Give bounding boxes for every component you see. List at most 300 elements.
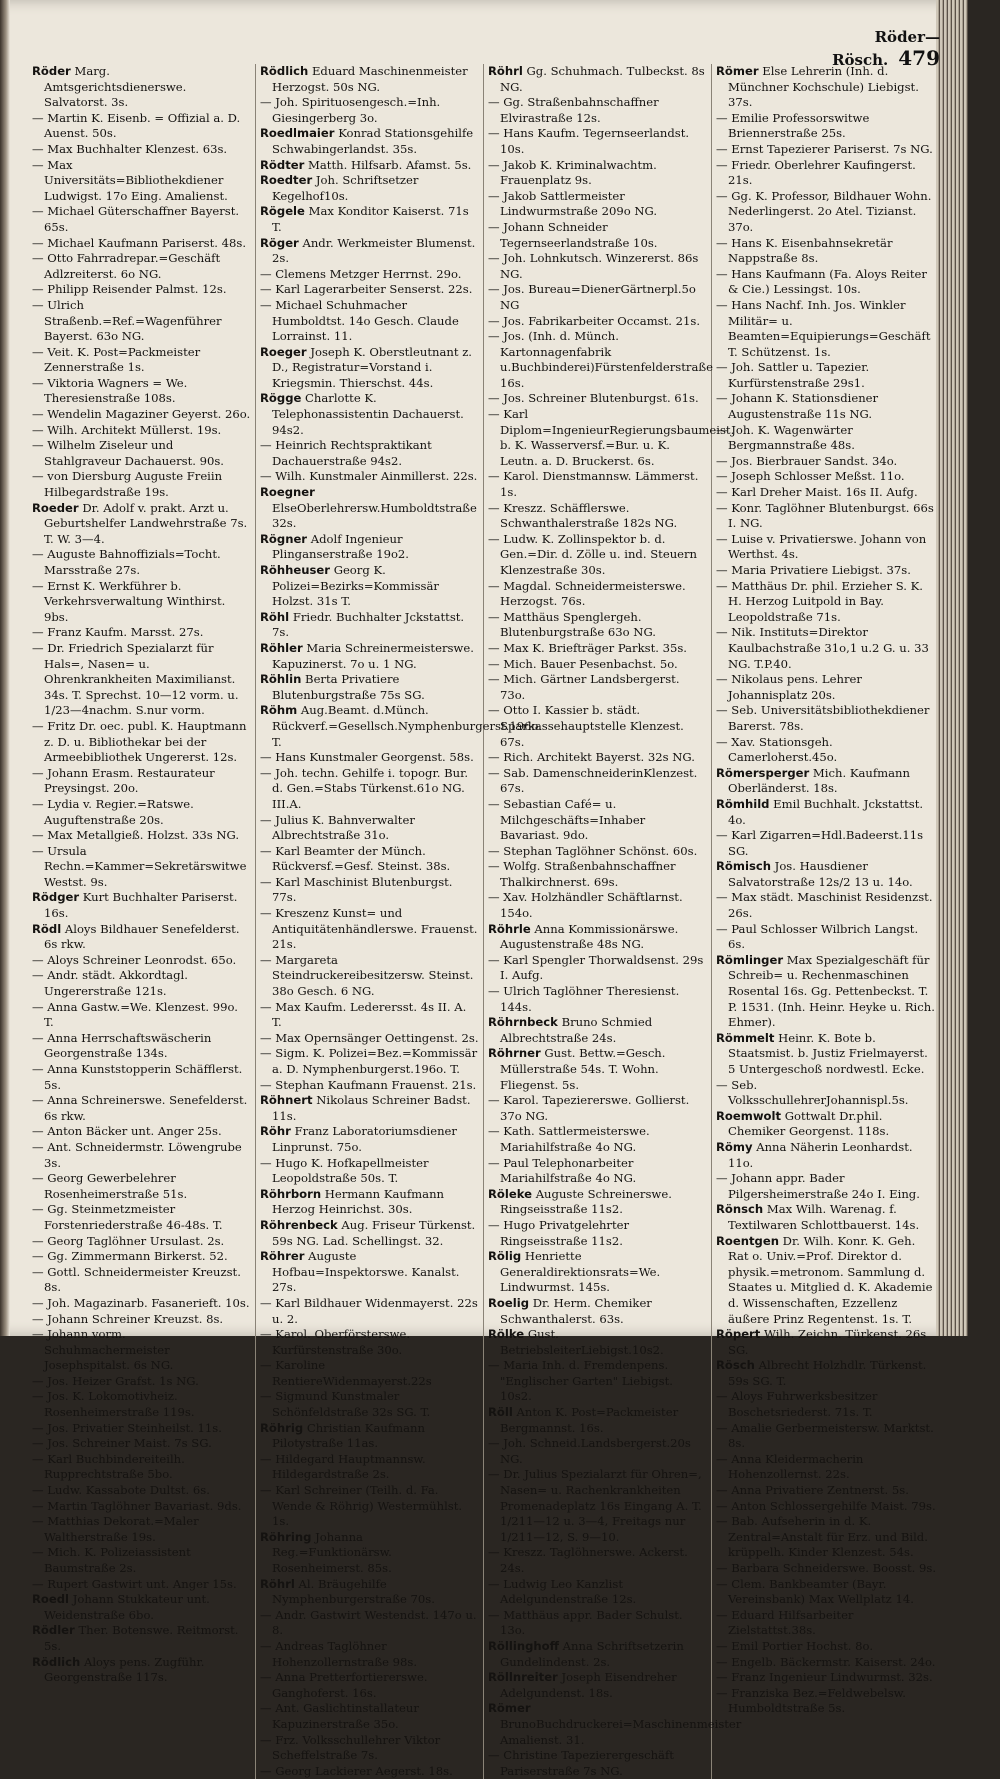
entry-text: Jos. Hausdiener Salvatorstraße 12s/2 13 u. 14o. <box>728 859 913 889</box>
entry-text: — Andr. Gastwirt Westendst. 147o u. 8. <box>260 1607 477 1638</box>
directory-entry <box>716 1561 936 1577</box>
entry-text: Friedr. Buchhalter Jckstattst. 7s. <box>272 609 465 640</box>
entry-surname: Rösch <box>716 1358 755 1373</box>
entry-text: — Gottl. Schneidermeister Kreuzst. 8s. <box>32 1264 241 1295</box>
directory-entry <box>488 532 707 579</box>
directory-entry <box>260 906 479 953</box>
directory-entry <box>488 922 707 953</box>
entry-text: Joseph K. Oberstleutnant z. D., Registratur=Vorstand i. Kriegsmin. Thierschst. 44s. <box>272 344 472 390</box>
directory-entry <box>488 703 707 750</box>
entry-text: Else Lehrerin (Inh. d. Münchner Kochschule) Liebigst. 37s. <box>728 64 919 110</box>
directory-entry <box>260 1218 479 1249</box>
entry-surname: Rödger <box>32 890 80 905</box>
entry-text: — Karl Maschinist Blutenburgst. 77s. <box>260 874 453 905</box>
directory-entry <box>488 1701 742 1748</box>
directory-entry <box>32 579 251 626</box>
entry-text: — Veit. K. Post=Packmeister Zennerstraße 1s. <box>32 344 201 375</box>
entry-text: — Gg. Zimmermann Birkerst. 52. <box>32 1249 228 1264</box>
entry-surname: Rödlich <box>32 1654 81 1669</box>
entry-surname: Römer <box>488 1701 531 1716</box>
directory-entry <box>488 469 707 500</box>
entry-text: — Xav. Holzhändler Schäftlarnst. 154o. <box>488 890 683 921</box>
entry-text: — Konr. Taglöhner Blutenburgst. 66s I. NG. <box>716 500 934 531</box>
directory-entry <box>716 111 936 142</box>
directory-entry <box>716 922 936 953</box>
entry-text: — Anna Privatiere Zentnerst. 5s. <box>716 1483 909 1498</box>
entry-text: — Rupert Gastwirt unt. Anger 15s. <box>32 1576 237 1591</box>
directory-entry <box>488 844 707 860</box>
entry-text: Max Wilh. Warenag. f. Textilwaren Schlottbauerst. 14s. <box>728 1202 920 1232</box>
entry-surname: Roentgen <box>716 1233 779 1248</box>
entry-surname: Rödl <box>32 921 62 936</box>
entry-text: — Wilh. Kunstmaler Ainmillerst. 22s. <box>260 469 478 484</box>
directory-entry <box>260 236 479 267</box>
directory-entry <box>260 563 479 610</box>
entry-text: — Joh. K. Wagenwärter Bergmannstraße 48s. <box>716 422 855 453</box>
directory-entry <box>260 126 479 157</box>
entry-text: ElseOberlehrersw.Humboldtstraße 32s. <box>272 500 477 531</box>
entry-text: — Mich. Bauer Pesenbachst. 5o. <box>488 656 678 671</box>
directory-entry <box>32 1389 251 1420</box>
entry-text: Dr. Wilh. Konr. K. Geh. Rat o. Univ.=Prof. Direktor d. physik.=metronom. Sammlung d. Staates u. Mitglied d. K. Akademie d. Wissenschaften, Ezzellenz äußere Prinz Regentenst. 1s. T. <box>728 1233 933 1326</box>
directory-entry <box>260 469 479 485</box>
entry-text: — Joh. Sattler u. Tapezier. Kurfürstenstraße 29s1. <box>716 360 870 390</box>
entry-text: — Auguste Bahnoffizials=Tocht. Marsstraße 27s. <box>32 547 221 577</box>
entry-text: — Julius K. Bahnverwalter Albrechtstraße 31o. <box>260 812 415 843</box>
entry-text: — Max Buchhalter Klenzest. 63s. <box>32 141 228 156</box>
directory-entry <box>260 1421 479 1452</box>
directory-entry <box>488 1296 707 1327</box>
entry-surname: Rölig <box>488 1249 522 1264</box>
directory-entry <box>260 1764 479 1779</box>
entry-text: — Frz. Volksschullehrer Viktor Scheffelstraße 7s. <box>260 1732 441 1763</box>
directory-entry <box>260 1577 479 1608</box>
entry-surname: Roedl <box>32 1592 70 1607</box>
directory-entry <box>32 204 251 235</box>
directory-entry <box>488 329 713 391</box>
header-title: Röder—Rösch. <box>832 28 940 69</box>
entry-text: — von Diersburg Auguste Freiin Hilbegardstraße 19s. <box>32 469 223 500</box>
directory-entry <box>488 953 707 984</box>
entry-text: — Karl Bildhauer Widenmayerst. 22s u. 2. <box>260 1295 478 1326</box>
directory-entry <box>32 1577 251 1593</box>
entry-text: — Georg Lackierer Aegerst. 18s. <box>260 1763 453 1778</box>
directory-entry <box>716 1389 936 1420</box>
directory-entry <box>488 579 707 610</box>
entry-text: — Karl Dreher Maist. 16s II. Aufg. <box>716 485 918 500</box>
entry-surname: Röger <box>260 235 299 250</box>
directory-entry <box>260 1483 479 1530</box>
entry-surname: Röhler <box>260 640 303 655</box>
entry-surname: Röhheuser <box>260 563 330 577</box>
directory-entry <box>488 1639 707 1670</box>
entry-text: — Anton Bäcker unt. Anger 25s. <box>32 1124 222 1139</box>
directory-entry <box>488 1436 707 1467</box>
entry-text: — Max Opernsänger Oettingenst. 2s. <box>260 1030 479 1045</box>
directory-entry <box>32 1421 251 1437</box>
entry-text: — Ant. Gaslichtinstallateur Kapuzinerstraße 35o. <box>260 1701 419 1731</box>
entry-text: — Max Metallgieß. Holzst. 33s NG. <box>32 828 240 843</box>
entry-text: — Karol. Tapeziererswe. Gollierst. 37o NG. <box>488 1093 690 1123</box>
entry-text: Hermann Kaufmann Herzog Heinrichst. 30s. <box>272 1186 445 1217</box>
entry-text: — Joseph Schlosser Meßst. 11o. <box>716 469 905 484</box>
directory-entry <box>260 282 479 298</box>
directory-entry <box>32 1296 251 1312</box>
entry-text: — Fritz Dr. oec. publ. K. Hauptmann z. D. u. Bibliothekar bei der Armeebibliothek Ungererst. 12s. <box>32 718 247 765</box>
entry-text: — Jos. Fabrikarbeiter Occamst. 21s. <box>488 313 701 328</box>
directory-entry <box>716 469 936 485</box>
directory-entry <box>32 142 251 158</box>
directory-entry <box>488 610 707 641</box>
entry-text: — Aloys Fuhrwerksbesitzer Boschetsriederst. 71s. T. <box>716 1389 878 1420</box>
entry-text: — Michael Schuhmacher Humboldtst. 14o Gesch. Claude Lorrainst. 11. <box>260 297 459 344</box>
directory-entry <box>716 1109 936 1140</box>
entry-text: — Nikolaus pens. Lehrer Johannisplatz 20s. <box>716 672 862 702</box>
entry-text: — Joh. Magazinarb. Fasanerieft. 10s. <box>32 1295 250 1310</box>
directory-entry <box>32 111 251 142</box>
entry-text: Joseph Eisendreher Adelgundenst. 18s. <box>500 1670 677 1700</box>
directory-entry <box>260 1733 479 1764</box>
directory-entry <box>716 1499 936 1515</box>
directory-entry <box>32 844 251 891</box>
entry-text: — Johann appr. Bader Pilgersheimerstraße 24o I. Eing. <box>716 1171 920 1201</box>
directory-entry <box>260 641 479 672</box>
directory-entry <box>716 625 936 672</box>
entry-text: — Johann vorm. Schuhmachermeister Josephspitalst. 6s NG. <box>32 1327 174 1373</box>
entry-text: Heinr. K. Bote b. Staatsmist. b. Justiz Frielmayerst. 5 Untergeschoß nordwestl. Ecke. <box>728 1030 928 1076</box>
entry-text: Ther. Botenswe. Reitmorst. 5s. <box>44 1623 239 1653</box>
directory-entry <box>716 890 936 921</box>
entry-text: — Matthäus Spenglergeh. Blutenburgstraße 63o NG. <box>488 609 656 640</box>
entry-text: Johann Stukkateur unt. Weidenstraße 6bo. <box>44 1592 210 1622</box>
entry-text: — Jos. Bierbrauer Sandst. 34o. <box>716 453 898 468</box>
entry-text: — Hans Kaufm. Tegernseerlandst. 10s. <box>488 126 690 156</box>
directory-entry <box>32 1312 251 1328</box>
directory-entry <box>488 766 707 797</box>
entry-text: — Friedr. Oberlehrer Kaufingerst. 21s. <box>716 157 916 188</box>
entry-text: Marg. Amtsgerichtsdienerswe. Salvatorst. 3s. <box>44 64 187 110</box>
entry-text: Anna Kommissionärswe. Augustenstraße 48s NG. <box>500 921 679 952</box>
directory-entry <box>488 1358 707 1405</box>
entry-text: — Amalie Gerbermeistersw. Marktst. 8s. <box>716 1420 934 1451</box>
entry-surname: Röhrl <box>260 1576 295 1591</box>
directory-entry <box>488 1156 707 1187</box>
directory-columns <box>28 64 940 1778</box>
entry-text: — Matthäus appr. Bader Schulst. 13o. <box>488 1607 683 1638</box>
entry-text: — Dr. Friedrich Spezialarzt für Hals=, Nasen= u. Ohrenkrankheiten Maximilianst. 34s. T. Sprechst. 10—12 vorm. u. 1/23—4nachm. S.nur vorm. <box>32 640 239 718</box>
entry-text: — Kreszz. Taglöhnerswe. Ackerst. 24s. <box>488 1545 688 1575</box>
entry-text: — Maria Inh. d. Fremdenpens. "Englischer Garten" Liebigst. 10s2. <box>488 1358 673 1404</box>
entry-text: Albrecht Holzhdlr. Türkenst. 59s SG. T. <box>728 1358 927 1388</box>
directory-entry <box>488 1327 707 1358</box>
directory-entry <box>32 1093 251 1124</box>
directory-entry <box>716 672 936 703</box>
entry-text: — Wendelin Magaziner Geyerst. 26o. <box>32 407 251 422</box>
column-4 <box>712 64 940 1779</box>
entry-text: Al. Bräugehilfe Nymphenburgerstraße 70s. <box>272 1576 435 1607</box>
entry-text: Dr. Herm. Chemiker Schwanthalerst. 63s. <box>500 1295 652 1326</box>
directory-entry <box>716 1483 936 1499</box>
directory-entry <box>716 501 936 532</box>
directory-entry <box>260 485 479 532</box>
entry-text: — Karoline RentiereWidenmayerst.22s <box>260 1358 432 1388</box>
entry-surname: Römy <box>716 1139 753 1154</box>
column-1 <box>28 64 256 1779</box>
entry-text: Gottwalt Dr.phil. Chemiker Georgenst. 118s. <box>728 1108 890 1139</box>
entry-surname: Roeder <box>32 500 79 515</box>
page-number: 479 <box>898 46 940 70</box>
entry-text: — Jos. Heizer Grafst. 1s NG. <box>32 1373 199 1388</box>
entry-surname: Roegner <box>260 485 315 500</box>
directory-entry <box>716 1452 936 1483</box>
entry-text: — Jos. (Inh. d. Münch. Kartonnagenfabrik u.Buchbinderei)Fürstenfelderstraße 16s. <box>488 329 713 390</box>
entry-text: — Jakob Sattlermeister Lindwurmstraße 209o NG. <box>488 188 658 219</box>
directory-entry <box>32 298 251 345</box>
directory-entry <box>32 766 251 797</box>
entry-text: — Anna Kunststopperin Schäfflerst. 5s. <box>32 1062 243 1092</box>
entry-text: — Hugo K. Hofkapellmeister Leopoldstraße 50s. T. <box>260 1155 429 1186</box>
directory-entry <box>716 236 936 267</box>
entry-surname: Röhrig <box>260 1420 304 1435</box>
entry-text: Mich. Kaufmann Oberländerst. 18s. <box>728 765 910 796</box>
directory-entry <box>260 1156 479 1187</box>
entry-text: — Rich. Architekt Bayerst. 32s NG. <box>488 750 695 765</box>
page-edge <box>936 0 968 1336</box>
directory-entry <box>716 1608 936 1639</box>
entry-surname: Roelig <box>488 1295 530 1310</box>
entry-text: — Stephan Kaufmann Frauenst. 21s. <box>260 1077 477 1092</box>
directory-entry <box>716 454 936 470</box>
entry-surname: Römersperger <box>716 765 810 780</box>
entry-text: — Mich. K. Polizeiassistent Baumstraße 2s. <box>32 1545 191 1575</box>
directory-entry <box>716 1031 936 1078</box>
entry-text: Andr. Werkmeister Blumenst. 2s. <box>272 235 476 266</box>
entry-text: — Max Kaufm. Lederersst. 4s II. A. T. <box>260 999 467 1030</box>
entry-surname: Roedlmaier <box>260 126 335 141</box>
entry-text: Nikolaus Schreiner Badst. 11s. <box>272 1093 471 1123</box>
entry-surname: Rödlich <box>260 64 309 78</box>
directory-entry <box>488 314 707 330</box>
entry-surname: Röhr <box>260 1124 291 1139</box>
entry-text: — Michael Güterschaffner Bayerst. 65s. <box>32 204 240 234</box>
directory-entry <box>32 501 251 548</box>
entry-text: — Ernst Tapezierer Pariserst. 7s NG. <box>716 141 933 156</box>
entry-text: — Ludwig Leo Kanzlist Adelgundenstraße 12s. <box>488 1576 637 1607</box>
entry-surname: Röhrner <box>488 1046 541 1061</box>
directory-entry <box>260 1608 479 1639</box>
entry-text: — Max Universitäts=Bibliothekdiener Ludwigst. 17o Eing. Amalienst. <box>32 157 228 203</box>
entry-text: — Martin K. Eisenb. = Offizial a. D. Auenst. 50s. <box>32 110 241 141</box>
entry-surname: Röhring <box>260 1529 312 1544</box>
directory-entry <box>260 204 479 235</box>
directory-entry <box>488 890 707 921</box>
directory-entry <box>488 1545 707 1576</box>
entry-text: — Johann Schreiner Kreuzst. 8s. <box>32 1311 224 1326</box>
directory-entry <box>32 1202 251 1233</box>
entry-text: — Joh. techn. Gehilfe i. topogr. Bur. d. Gen.=Stabs Türkenst.61o NG. III.A. <box>260 765 469 811</box>
directory-entry <box>488 672 707 703</box>
directory-entry <box>716 1655 936 1671</box>
directory-entry <box>32 1655 251 1686</box>
entry-surname: Roemwolt <box>716 1108 782 1123</box>
directory-entry <box>488 984 707 1015</box>
directory-entry <box>32 64 251 111</box>
directory-entry <box>260 1031 479 1047</box>
directory-entry <box>32 922 251 953</box>
entry-surname: Röleke <box>488 1186 532 1201</box>
entry-surname: Röhrnbeck <box>488 1015 558 1030</box>
entry-text: — Ludw. Kassabote Dultst. 6s. <box>32 1483 210 1498</box>
entry-text: Aloys pens. Zugführ. Georgenstraße 117s. <box>44 1654 205 1685</box>
directory-entry <box>716 735 936 766</box>
directory-entry <box>32 1031 251 1062</box>
directory-entry <box>260 1530 479 1577</box>
entry-text: — Ulrich Straßenb.=Ref.=Wagenführer Bayerst. 63o NG. <box>32 297 222 344</box>
entry-text: — Barbara Schneiderswe. Boosst. 9s. <box>716 1561 937 1575</box>
entry-text: — Anna Herrschaftswäscherin Georgenstraße 134s. <box>32 1030 212 1061</box>
directory-entry <box>260 1249 479 1296</box>
directory-entry <box>32 797 251 828</box>
entry-text: — Clemens Metzger Herrnst. 29o. <box>260 266 462 281</box>
entry-surname: Röhl <box>260 609 290 624</box>
entry-text: — Seb. VolksschullehrerJohannispl.5s. <box>716 1077 909 1108</box>
directory-entry <box>32 236 251 252</box>
directory-entry <box>32 1000 251 1031</box>
entry-text: — Gg. K. Professor, Bildhauer Wohn. Nederlingerst. 2o Atel. Tizianst. 37o. <box>716 188 932 234</box>
entry-text: Auguste Hofbau=Inspektorswe. Kanalst. 27s. <box>272 1249 460 1295</box>
directory-entry <box>716 953 936 1031</box>
entry-text: — Ursula Rechn.=Kammer=Sekretärswitwe Westst. 9s. <box>32 843 247 889</box>
directory-entry <box>32 469 251 500</box>
entry-text: Joh. Schriftsetzer Kegelhof10s. <box>272 173 419 203</box>
book-binding-gutter <box>0 0 10 1336</box>
directory-entry <box>488 282 707 313</box>
entry-text: — Johann K. Stationsdiener Augustenstraße 11s NG. <box>716 391 879 422</box>
entry-text: Georg K. Polizei=Bezirks=Kommissär Holzst. 31s T. <box>272 563 439 609</box>
entry-text: — Margareta Steindruckereibesitzersw. Steinst. 38o Gesch. 6 NG. <box>260 952 474 999</box>
directory-entry <box>32 828 251 844</box>
entry-text: — Joh. Lohnkutsch. Winzererst. 86s NG. <box>488 251 699 281</box>
directory-entry <box>260 844 479 875</box>
directory-entry <box>260 1639 479 1670</box>
directory-entry <box>716 532 936 563</box>
directory-entry <box>260 766 479 813</box>
entry-surname: Röllinghoff <box>488 1638 559 1653</box>
entry-text: — Jos. Privatier Steinheilst. 11s. <box>32 1420 222 1435</box>
directory-entry <box>716 1078 936 1109</box>
directory-entry <box>716 1327 936 1358</box>
directory-entry <box>716 267 936 298</box>
entry-text: — Andreas Taglöhner Hohenzollernstraße 98s. <box>260 1638 418 1669</box>
entry-text: — Karl Lagerarbeiter Senserst. 22s. <box>260 282 473 297</box>
directory-entry <box>32 625 251 641</box>
entry-surname: Röpert <box>716 1327 761 1342</box>
directory-entry <box>32 376 251 407</box>
directory-entry <box>260 267 479 283</box>
directory-entry <box>488 1670 707 1701</box>
entry-text: — Hans Nachf. Inh. Jos. Winkler Militär= u. Beamten=Equipierungs=Geschäft T. Schützenst. 1s. <box>716 297 931 359</box>
entry-surname: Roedter <box>260 173 313 188</box>
directory-entry <box>32 1592 251 1623</box>
entry-text: — Martin Taglöhner Bavariast. 9ds. <box>32 1498 242 1513</box>
entry-text: — Matthias Dekorat.=Maler Waltherstraße 19s. <box>32 1514 199 1544</box>
directory-entry <box>32 1234 251 1250</box>
directory-entry <box>716 391 936 422</box>
entry-surname: Röhnert <box>260 1093 313 1108</box>
directory-entry <box>260 173 479 204</box>
entry-text: — Max städt. Maschinist Residenzst. 26s. <box>716 890 933 921</box>
entry-text: — Xav. Stationsgeh. Camerloherst.45o. <box>716 734 838 765</box>
directory-entry <box>716 563 936 579</box>
entry-text: Anna Schriftsetzerin Gundelindenst. 2s. <box>500 1638 684 1669</box>
entry-text: — Karol. Oberförsterswe. Kurfürstenstraße 30o. <box>260 1327 411 1357</box>
entry-text: — Lydia v. Regier.=Ratswe. Auguftenstraße 20s. <box>32 796 194 827</box>
directory-entry <box>32 968 251 999</box>
entry-text: Kurt Buchhalter Pariserst. 16s. <box>44 890 238 921</box>
directory-entry <box>488 407 735 469</box>
entry-text: — Paul Schlosser Wilbrich Langst. 6s. <box>716 921 919 952</box>
directory-entry <box>32 641 251 719</box>
entry-surname: Röll <box>488 1405 513 1420</box>
directory-entry <box>488 750 707 766</box>
entry-text: — Viktoria Wagners = We. Theresienstraße 108s. <box>32 375 188 406</box>
directory-entry <box>32 719 251 766</box>
directory-entry <box>488 1015 707 1046</box>
entry-text: — Hans K. Eisenbahnsekretär Nappstraße 8s. <box>716 235 893 266</box>
directory-entry <box>716 766 936 797</box>
entry-text: Max Spezialgeschäft für Schreib= u. Rechenmaschinen Rosental 16s. Gg. Pettenbeckst. T. P. 1531. (Inh. Heinr. Heyke u. Rich. Ehmer). <box>728 952 935 1030</box>
entry-text: Gust. BetriebsleiterLiebigst.10s2. <box>500 1327 664 1357</box>
entry-text: — Jos. Schreiner Blutenburgst. 61s. <box>488 391 699 406</box>
directory-entry <box>716 64 936 111</box>
entry-text: Aug.Beamt. d.Münch. Rückverf.=Gesellsch.Nymphenburgerst.196o. T. <box>272 703 542 749</box>
entry-text: Charlotte K. Telephonassistentin Dachauerst. 94s2. <box>272 391 464 437</box>
entry-text: — Karl Zigarren=Hdl.Badeerst.11s SG. <box>716 828 924 858</box>
directory-entry <box>32 438 251 469</box>
entry-text: — Jos. K. Lokomotivheiz. Rosenheimerstraße 119s. <box>32 1389 195 1420</box>
directory-entry <box>488 1124 707 1155</box>
entry-text: — Karl Buchbindereiteilh. Rupprechtstraße 5bo. <box>32 1451 185 1482</box>
directory-entry <box>260 64 479 95</box>
directory-entry <box>716 1670 936 1686</box>
directory-entry <box>716 797 936 828</box>
entry-text: — Andr. städt. Akkordtagl. Ungererstraße 121s. <box>32 968 188 999</box>
entry-text: Anton K. Post=Packmeister Bergmannst. 16s. <box>500 1405 679 1435</box>
directory-entry <box>32 1374 251 1390</box>
entry-text: — Sigmund Kunstmaler Schönfeldstraße 32s SG. T. <box>260 1389 431 1420</box>
entry-text: — Stephan Taglöhner Schönst. 60s. <box>488 843 698 858</box>
directory-entry <box>32 547 251 578</box>
directory-entry <box>260 1046 479 1077</box>
directory-entry <box>716 189 936 236</box>
entry-text: — Joh. Spirituosengesch.=Inh. Giesingerberg 3o. <box>260 95 441 125</box>
entry-text: — Ant. Schneidermstr. Löwengrube 3s. <box>32 1139 242 1170</box>
entry-text: — Karl Spengler Thorwaldsenst. 29s I. Aufg. <box>488 952 704 983</box>
entry-text: BrunoBuchdruckerei=Maschinenmeister Amalienst. 31. <box>500 1716 742 1747</box>
directory-entry <box>488 95 707 126</box>
directory-entry <box>32 1327 251 1374</box>
directory-entry <box>260 953 479 1000</box>
entry-text: — Jos. Bureau=DienerGärtnerpl.5o NG <box>488 282 696 312</box>
entry-text: Gust. Bettw.=Gesch. Müllerstraße 54s. T. Wohn. Fliegenst. 5s. <box>500 1046 666 1092</box>
entry-text: — Franziska Bez.=Feldwebelsw. Humboldtstraße 5s. <box>716 1685 906 1716</box>
directory-entry <box>260 813 479 844</box>
entry-text: — Maria Privatiere Liebigst. 37s. <box>716 563 911 577</box>
entry-text: Emil Buchhalt. Jckstattst. 4o. <box>728 796 924 827</box>
entry-text: — Kath. Sattlermeisterswe. Mariahilfstraße 4o NG. <box>488 1124 650 1154</box>
directory-entry <box>488 251 707 282</box>
directory-entry <box>32 1483 251 1499</box>
